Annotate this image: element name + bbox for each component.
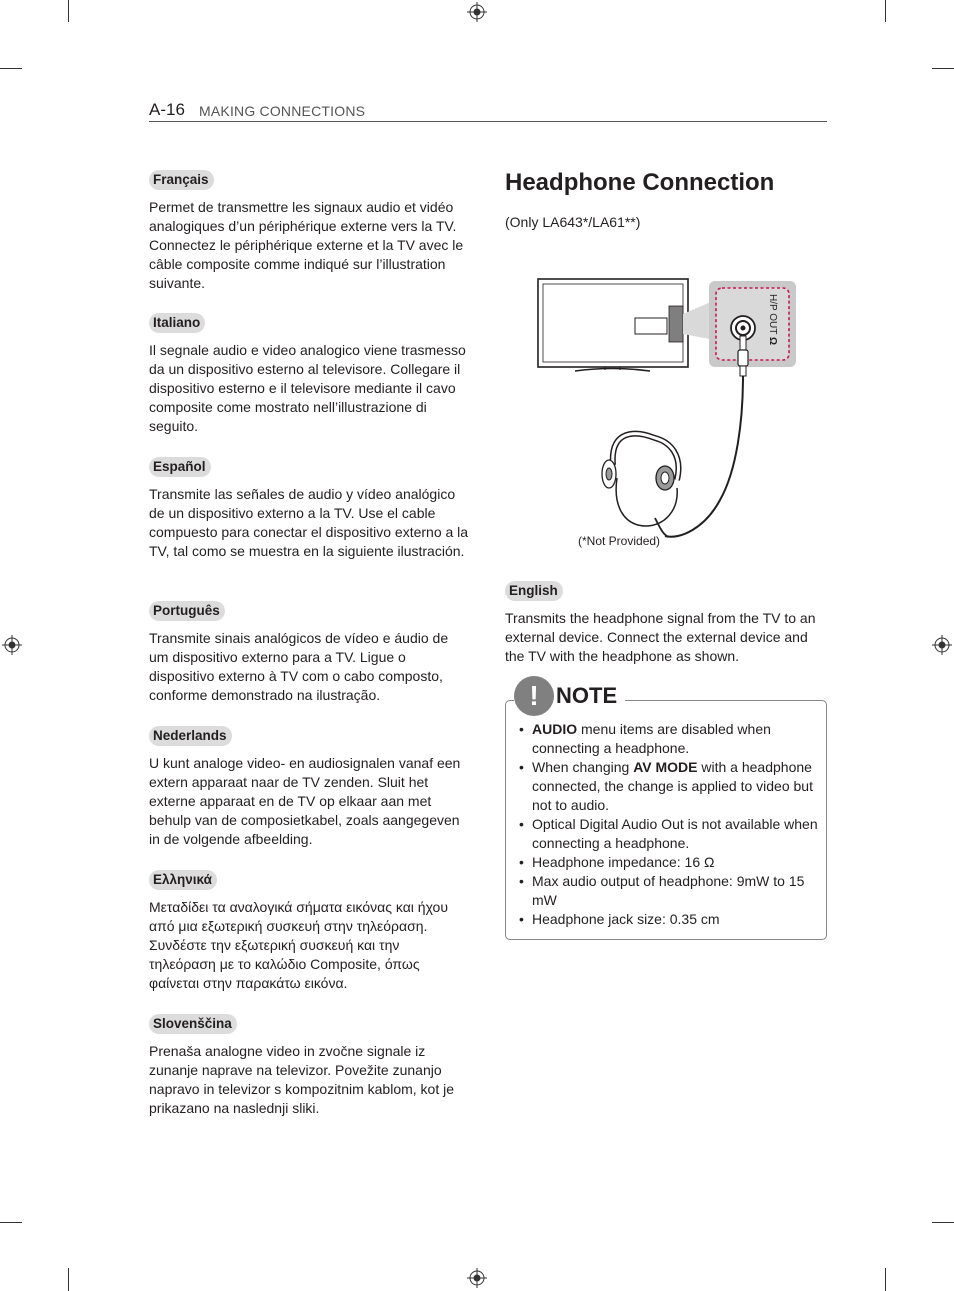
page-number: A-16 xyxy=(149,100,185,119)
crop-mark xyxy=(932,68,954,69)
port-label: H/P OUT xyxy=(767,294,778,335)
crop-mark xyxy=(68,1268,69,1291)
language-block-italiano xyxy=(149,313,469,436)
note-item: • Headphone impedance: 16 Ω xyxy=(518,853,818,872)
not-provided-caption: (*Not Provided) xyxy=(578,534,661,548)
crop-mark xyxy=(885,1268,886,1291)
language-badge: Italiano xyxy=(149,313,205,333)
language-badge: Nederlands xyxy=(149,726,232,746)
note-item: • Max audio output of headphone: 9mW to 15 mW xyxy=(518,872,818,910)
crop-mark xyxy=(68,0,69,22)
crop-mark xyxy=(0,1222,22,1223)
registration-mark-icon xyxy=(932,635,952,655)
note-item: • When changing AV MODE with a headphone connected, the change is applied to video but not to audio. xyxy=(518,758,818,815)
note-title: NOTE xyxy=(556,683,618,708)
language-block-espanol xyxy=(149,457,469,561)
hp-out-port-panel xyxy=(709,281,796,367)
crop-mark xyxy=(0,68,22,69)
exclamation-icon: ! xyxy=(514,676,554,716)
language-text: Transmite sinais analógicos de vídeo e áudio de um dispositivo externo para a TV. Ligue o dispositivo externo à TV com o cabo composto, conforme demonstrado na ilustração. xyxy=(149,630,449,703)
language-badge: Français xyxy=(149,170,214,190)
language-block-francais xyxy=(149,170,469,293)
language-text: Transmits the headphone signal from the TV to an external device. Connect the external device and the TV with the headphone as shown. xyxy=(505,610,816,664)
language-text: Transmite las señales de audio y vídeo analógico de un dispositivo externo a la TV. Use el cable compuesto para conectar el dispositivo externo a la TV, tal como se muestra en la siguiente ilustración. xyxy=(149,486,469,559)
language-badge: Português xyxy=(149,601,225,621)
language-block-portugues xyxy=(149,601,469,705)
registration-mark-icon xyxy=(467,2,487,22)
port-symbol: Ω xyxy=(767,336,778,346)
language-text: Prenaša analogne video in zvočne signale iz zunanje naprave na televizor. Povežite zunanjo napravo in televizor s kompozitnim kablom, kot je prikazano na naslednji sliki. xyxy=(149,1043,455,1116)
model-note: (Only LA643*/LA61**) xyxy=(505,214,641,230)
registration-mark-icon xyxy=(2,635,22,655)
language-text: U kunt analoge video- en audiosignalen vanaf een extern apparaat naar de TV zenden. Sluit het externe apparaat en de TV op elkaar aan met behulp van de composietkabel, zoals aangegeven in de volgende afbeelding. xyxy=(149,755,461,847)
note-list xyxy=(518,720,818,929)
header-divider xyxy=(149,121,827,122)
language-block-nederlands xyxy=(149,726,469,849)
crop-mark xyxy=(932,1222,954,1223)
language-text: Permet de transmettre les signaux audio et vidéo analogiques d’un périphérique externe vers la TV. Connectez le périphérique externe et la TV avec le câble composite comme indiqué sur l’illustration suivante. xyxy=(149,199,464,291)
language-block-greek xyxy=(149,870,469,993)
note-item: • AUDIO menu items are disabled when connecting a headphone. xyxy=(518,720,818,758)
section-title: MAKING CONNECTIONS xyxy=(199,103,366,119)
language-text: Il segnale audio e video analogico viene trasmesso da un dispositivo esterno al televisore. Collegare il dispositivo esterno e il televisore mediante il cavo composite come mostrato nell’illustrazione di seguito. xyxy=(149,342,466,434)
language-text: Μεταδίδει τα αναλογικά σήματα εικόνας και ήχου από μια εξωτερική συσκευή στην τηλεόραση. Συνδέστε την εξωτερική συσκευή και την τηλεόραση με το καλώδιο Composite, όπως φαίνεται στην παρακάτω εικόνα. xyxy=(149,899,448,991)
headphones-illustration xyxy=(602,434,678,536)
language-badge: Slovenščina xyxy=(149,1014,237,1034)
language-badge: Ελληνικά xyxy=(149,870,217,890)
note-item: • Headphone jack size: 0.35 cm xyxy=(518,910,818,929)
language-block-english xyxy=(505,581,827,666)
note-header xyxy=(514,676,625,716)
language-badge: Español xyxy=(149,457,211,477)
svg-text:H/P OUT Ω xyxy=(767,294,778,345)
headphone-plug xyxy=(738,336,748,376)
language-badge: English xyxy=(505,581,563,601)
crop-mark xyxy=(885,0,886,22)
note-item: • Optical Digital Audio Out is not available when connecting a headphone. xyxy=(518,815,818,853)
tv-illustration xyxy=(538,279,688,371)
language-block-slovenscina xyxy=(149,1014,469,1118)
headphone-connection-diagram xyxy=(505,270,825,560)
registration-mark-icon xyxy=(467,1268,487,1288)
page-title: Headphone Connection xyxy=(505,169,775,196)
